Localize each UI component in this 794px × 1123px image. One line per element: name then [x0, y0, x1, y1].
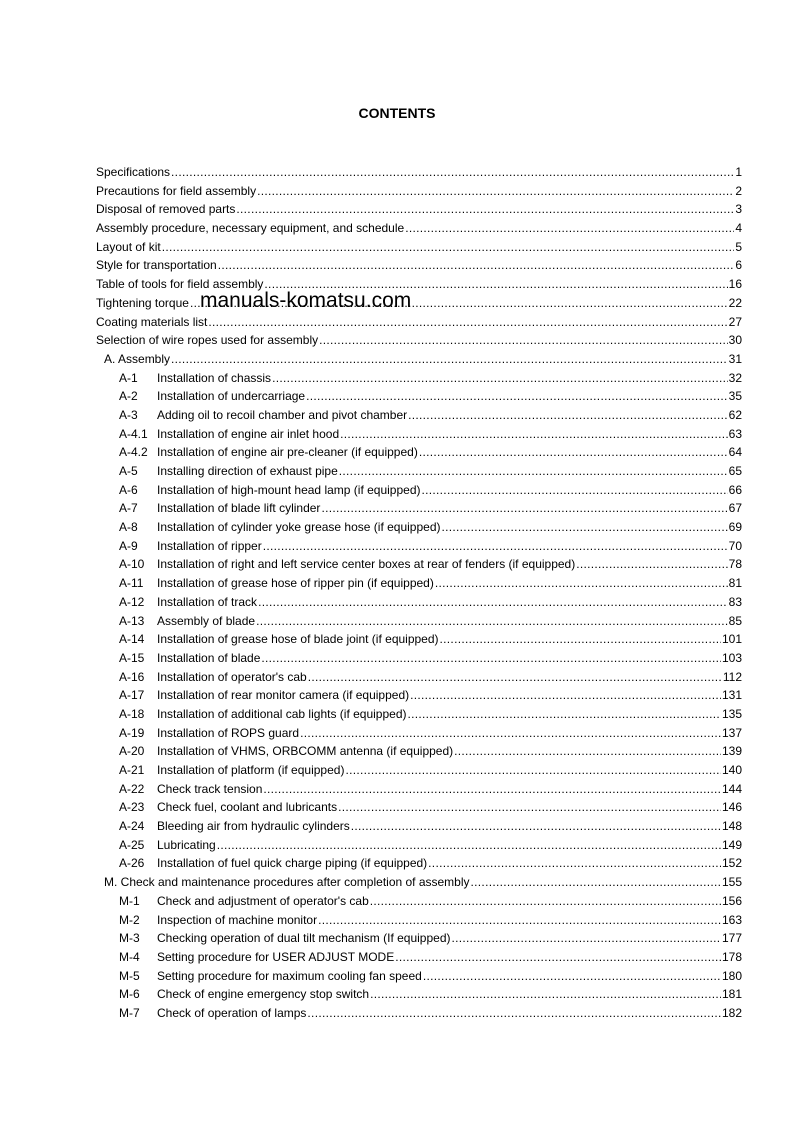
- toc-entry-code: A-4.2: [119, 445, 148, 460]
- dot-leader: [339, 462, 728, 481]
- toc-entry-label: Installation of VHMS, ORBCOMM antenna (if equipped): [157, 744, 454, 759]
- toc-entry-page: 16: [728, 277, 742, 292]
- toc-entry-page: 155: [721, 875, 742, 890]
- toc-entry-code: A-19: [119, 725, 145, 740]
- toc-entry-label: Installation of cylinder yoke grease hose (if equipped): [157, 520, 441, 535]
- toc-entry-page: 135: [721, 706, 742, 721]
- toc-entry[interactable]: [96, 985, 742, 1004]
- dot-leader: [321, 499, 727, 518]
- dot-leader: [351, 817, 721, 836]
- toc-entry-label: Installation of right and left service center boxes at rear of fenders (if equipped): [157, 557, 576, 572]
- toc-entry-code: A-12: [119, 594, 145, 609]
- dot-leader: [263, 780, 721, 799]
- toc-entry-code: M-4: [119, 949, 140, 964]
- dot-leader: [257, 182, 734, 201]
- toc-entry[interactable]: [96, 630, 742, 649]
- toc-entry-code: A-10: [119, 557, 145, 572]
- toc-entry-code: A-1: [119, 370, 138, 385]
- toc-entry-page: 32: [728, 370, 742, 385]
- toc-entry[interactable]: [96, 780, 742, 799]
- dot-leader: [318, 911, 721, 930]
- toc-entry-page: 152: [721, 856, 742, 871]
- toc-entry[interactable]: [96, 873, 742, 892]
- toc-entry-label: Installing direction of exhaust pipe: [157, 464, 338, 478]
- toc-entry-label: Installation of ROPS guard: [157, 725, 300, 740]
- page-title: CONTENTS: [358, 105, 436, 121]
- toc-entry-label: Selection of wire ropes used for assembly: [96, 333, 319, 348]
- toc-entry-page: 83: [728, 594, 742, 609]
- toc-entry-label: Assembly of blade: [157, 613, 256, 628]
- toc-entry-label: Installation of chassis: [157, 370, 272, 385]
- toc-entry-label: Inspection of machine monitor: [157, 912, 318, 927]
- toc-entry-code: A-14: [119, 632, 145, 647]
- toc-entry-label: Adding oil to recoil chamber and pivot chamber: [157, 407, 408, 422]
- toc-entry[interactable]: [96, 182, 742, 201]
- toc-entry-page: 137: [721, 725, 742, 740]
- dot-leader: [576, 555, 727, 574]
- toc-entry-page: 149: [721, 837, 742, 852]
- toc-entry-label: Installation of ripper: [157, 538, 262, 553]
- toc-entry-code: A-16: [119, 669, 145, 684]
- toc-entry[interactable]: [96, 929, 742, 948]
- toc-entry-page: 144: [721, 781, 742, 796]
- dot-leader: [256, 612, 728, 631]
- toc-entry[interactable]: [96, 425, 742, 444]
- toc-entry-code: A-21: [119, 763, 145, 777]
- toc-entry-page: 4: [735, 221, 742, 236]
- dot-leader: [471, 873, 721, 892]
- toc-entry-label: Tightening torque: [96, 295, 189, 310]
- toc-entry[interactable]: [96, 275, 742, 294]
- dot-leader: [307, 1004, 721, 1023]
- toc-entry-code: A-5: [119, 464, 138, 478]
- dot-leader: [308, 668, 722, 687]
- dot-leader: [408, 406, 728, 425]
- dot-leader: [162, 238, 735, 257]
- toc-entry-label: Specifications: [96, 165, 171, 179]
- toc-entry-page: 131: [721, 688, 742, 703]
- toc-entry-page: 69: [728, 520, 742, 535]
- toc-entry[interactable]: [96, 238, 742, 257]
- dot-leader: [261, 649, 721, 668]
- toc-entry-label: Installation of undercarriage: [157, 389, 306, 404]
- toc-entry[interactable]: [96, 555, 742, 574]
- dot-leader: [340, 425, 728, 444]
- toc-entry-code: A-24: [119, 819, 145, 834]
- toc-entry-code: A-7: [119, 501, 138, 516]
- toc-entry-code: A-18: [119, 706, 145, 721]
- toc-entry-page: 182: [721, 1005, 742, 1020]
- toc-entry-page: 31: [728, 351, 742, 366]
- toc-entry-page: 65: [728, 464, 742, 478]
- toc-entry-page: 139: [721, 744, 742, 759]
- toc-entry-label: Style for transportation: [96, 258, 217, 273]
- dot-leader: [435, 574, 728, 593]
- toc-entry-label: Installation of additional cab lights (if equipped): [157, 706, 407, 721]
- dot-leader: [370, 985, 721, 1004]
- table-of-contents: [96, 163, 742, 1023]
- toc-entry-page: 70: [728, 538, 742, 553]
- dot-leader: [345, 761, 721, 780]
- toc-entry-code: M-7: [119, 1005, 140, 1020]
- dot-leader: [300, 724, 721, 743]
- toc-entry-page: 78: [728, 557, 742, 572]
- toc-entry[interactable]: [96, 294, 742, 313]
- toc-entry-label: Installation of rear monitor camera (if equipped): [157, 688, 410, 703]
- toc-entry-page: 22: [728, 295, 742, 310]
- dot-leader: [408, 705, 721, 724]
- toc-entry-page: 35: [728, 389, 742, 404]
- toc-entry-label: Installation of operator's cab: [157, 669, 307, 684]
- toc-entry-code: A-23: [119, 800, 145, 815]
- toc-entry-page: 2: [735, 183, 742, 198]
- toc-entry[interactable]: [96, 313, 742, 332]
- toc-entry-label: Setting procedure for maximum cooling fan speed: [157, 968, 422, 983]
- dot-leader: [263, 537, 728, 556]
- toc-entry[interactable]: [96, 574, 742, 593]
- toc-entry[interactable]: [96, 593, 742, 612]
- toc-entry-label: Installation of blade: [157, 650, 261, 665]
- toc-entry-page: 64: [728, 445, 742, 460]
- toc-entry-page: 6: [735, 258, 742, 273]
- toc-entry-page: 30: [728, 333, 742, 348]
- toc-entry-code: A-3: [119, 407, 138, 422]
- dot-leader: [428, 854, 721, 873]
- toc-entry-label: Checking operation of dual tilt mechanism (If equipped): [157, 931, 451, 946]
- toc-entry[interactable]: [96, 724, 742, 743]
- toc-entry-label: Installation of grease hose of blade joint (if equipped): [157, 632, 439, 647]
- toc-entry-label: Installation of blade lift cylinder: [157, 501, 321, 516]
- toc-entry-page: 67: [728, 501, 742, 516]
- toc-entry-label: Lubricating: [157, 837, 216, 852]
- toc-entry[interactable]: [96, 761, 742, 780]
- toc-entry[interactable]: [96, 462, 742, 481]
- dot-leader: [217, 836, 721, 855]
- toc-entry-code: A-9: [119, 538, 138, 553]
- toc-entry-code: A-11: [119, 576, 144, 591]
- toc-entry-code: A-4.1: [119, 426, 148, 441]
- dot-leader: [405, 219, 734, 238]
- dot-leader: [454, 742, 721, 761]
- toc-entry[interactable]: [96, 817, 742, 836]
- dot-leader: [422, 481, 728, 500]
- toc-entry[interactable]: [96, 537, 742, 556]
- toc-entry-page: 1: [735, 165, 742, 179]
- toc-entry-label: Installation of engine air pre-cleaner (if equipped): [157, 445, 418, 460]
- toc-entry-page: 81: [728, 576, 742, 591]
- dot-leader: [236, 200, 734, 219]
- toc-entry-label: M. Check and maintenance procedures after completion of assembly: [104, 875, 470, 890]
- toc-entry-code: A-25: [119, 837, 145, 852]
- toc-entry-label: Installation of platform (if equipped): [157, 763, 345, 777]
- toc-entry-label: A. Assembly: [104, 351, 171, 366]
- toc-entry[interactable]: [96, 219, 742, 238]
- toc-entry-page: 63: [728, 426, 742, 441]
- dot-leader: [306, 387, 728, 406]
- toc-entry-page: 66: [728, 482, 742, 497]
- toc-entry-page: 180: [721, 968, 742, 983]
- toc-entry[interactable]: [96, 518, 742, 537]
- toc-entry-label: Check of engine emergency stop switch: [157, 987, 370, 1002]
- toc-entry[interactable]: [96, 742, 742, 761]
- toc-entry-page: 146: [721, 800, 742, 815]
- toc-entry[interactable]: [96, 649, 742, 668]
- toc-entry-label: Assembly procedure, necessary equipment, and schedule: [96, 221, 405, 236]
- toc-entry-code: M-5: [119, 968, 140, 983]
- dot-leader: [452, 929, 721, 948]
- watermark: manuals-komatsu.com: [200, 289, 412, 312]
- dot-leader: [272, 369, 728, 388]
- toc-entry-page: 27: [728, 314, 742, 329]
- toc-entry-page: 140: [721, 763, 742, 777]
- toc-entry-label: Disposal of removed parts: [96, 202, 236, 217]
- toc-entry-label: Bleeding air from hydraulic cylinders: [157, 819, 350, 834]
- toc-entry[interactable]: [96, 668, 742, 687]
- dot-leader: [338, 798, 721, 817]
- toc-entry-code: A-8: [119, 520, 138, 535]
- toc-entry[interactable]: [96, 705, 742, 724]
- toc-entry-page: 3: [735, 202, 742, 217]
- toc-entry-page: 156: [721, 893, 742, 908]
- toc-entry-label: Installation of engine air inlet hood: [157, 426, 340, 441]
- toc-entry[interactable]: [96, 967, 742, 986]
- toc-entry-label: Installation of fuel quick charge piping (if equipped): [157, 856, 428, 871]
- dot-leader: [419, 443, 728, 462]
- dot-leader: [442, 518, 728, 537]
- dot-leader: [171, 350, 728, 369]
- toc-entry-page: 103: [721, 650, 742, 665]
- toc-entry[interactable]: [96, 443, 742, 462]
- dot-leader: [319, 331, 728, 350]
- toc-entry-code: M-6: [119, 987, 140, 1002]
- toc-entry-label: Check track tension: [157, 781, 263, 796]
- toc-entry[interactable]: [96, 892, 742, 911]
- toc-entry-code: A-20: [119, 744, 145, 759]
- toc-entry-code: A-22: [119, 781, 145, 796]
- toc-entry[interactable]: [96, 1004, 742, 1023]
- toc-entry-label: Installation of high-mount head lamp (if equipped): [157, 482, 421, 497]
- toc-entry-label: Setting procedure for USER ADJUST MODE: [157, 949, 395, 964]
- dot-leader: [423, 967, 721, 986]
- toc-entry-code: A-2: [119, 389, 138, 404]
- toc-entry-code: A-15: [119, 650, 145, 665]
- toc-entry-code: A-17: [119, 688, 145, 703]
- toc-entry[interactable]: [96, 836, 742, 855]
- toc-entry-label: Coating materials list: [96, 314, 208, 329]
- dot-leader: [258, 593, 728, 612]
- dot-leader: [370, 892, 721, 911]
- toc-entry[interactable]: [96, 369, 742, 388]
- toc-entry-page: 112: [722, 669, 742, 684]
- toc-entry-label: Check and adjustment of operator's cab: [157, 893, 369, 908]
- toc-entry-label: Table of tools for field assembly: [96, 277, 264, 292]
- toc-entry-code: A-6: [119, 482, 138, 497]
- toc-entry-code: M-3: [119, 931, 140, 946]
- toc-entry-page: 178: [721, 949, 742, 964]
- toc-entry-page: 163: [721, 912, 742, 927]
- toc-entry[interactable]: [96, 350, 742, 369]
- dot-leader: [440, 630, 721, 649]
- toc-entry-page: 177: [721, 931, 742, 946]
- toc-entry-label: Layout of kit: [96, 239, 161, 254]
- toc-entry-label: Installation of track: [157, 594, 258, 609]
- dot-leader: [218, 256, 735, 275]
- toc-entry-code: M-1: [119, 893, 140, 908]
- toc-entry[interactable]: [96, 200, 742, 219]
- dot-leader: [410, 686, 721, 705]
- toc-entry[interactable]: [96, 911, 742, 930]
- toc-entry[interactable]: [96, 163, 742, 182]
- toc-entry-page: 181: [721, 987, 742, 1002]
- toc-entry[interactable]: [96, 387, 742, 406]
- toc-entry[interactable]: [96, 798, 742, 817]
- toc-entry[interactable]: [96, 686, 742, 705]
- toc-entry[interactable]: [96, 256, 742, 275]
- dot-leader: [208, 313, 727, 332]
- toc-entry[interactable]: [96, 481, 742, 500]
- toc-entry-page: 101: [721, 632, 742, 647]
- dot-leader: [395, 948, 721, 967]
- toc-entry-page: 148: [721, 819, 742, 834]
- toc-entry[interactable]: [96, 854, 742, 873]
- toc-entry-page: 85: [728, 613, 742, 628]
- toc-entry[interactable]: [96, 499, 742, 518]
- toc-entry-label: Installation of grease hose of ripper pin (if equipped): [157, 576, 434, 591]
- toc-entry-code: M-2: [119, 912, 140, 927]
- dot-leader: [171, 163, 734, 182]
- toc-entry[interactable]: [96, 406, 742, 425]
- toc-entry-label: Check fuel, coolant and lubricants: [157, 800, 338, 815]
- toc-entry[interactable]: [96, 948, 742, 967]
- toc-entry-code: A-26: [119, 856, 145, 871]
- toc-entry-label: Check of operation of lamps: [157, 1005, 307, 1020]
- toc-entry[interactable]: [96, 612, 742, 631]
- toc-entry-page: 5: [735, 239, 742, 254]
- toc-entry-page: 62: [728, 407, 742, 422]
- toc-entry-label: Precautions for field assembly: [96, 183, 257, 198]
- toc-entry[interactable]: [96, 331, 742, 350]
- toc-entry-code: A-13: [119, 613, 145, 628]
